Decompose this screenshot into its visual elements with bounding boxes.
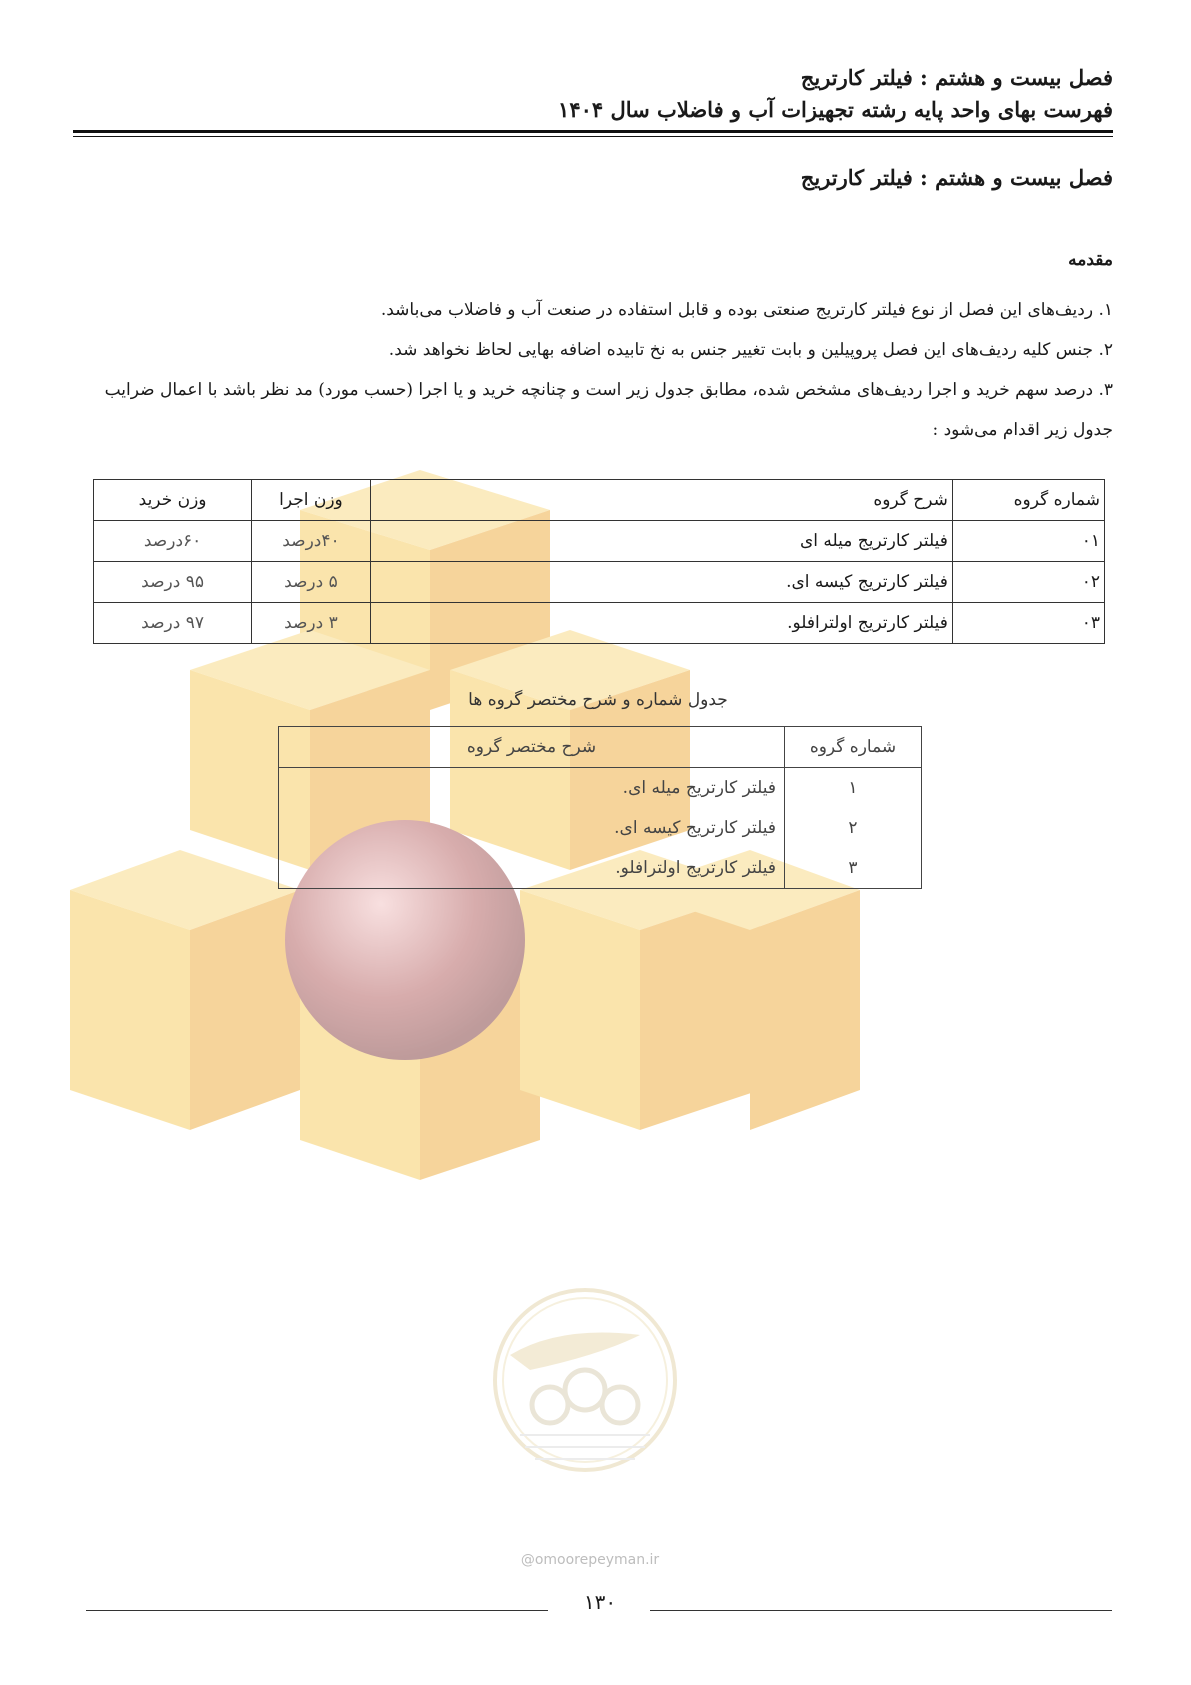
cell-execution-weight: ۵ درصد: [252, 562, 371, 603]
cell-group-description: فیلتر کارتریج کیسه ای.: [370, 562, 952, 603]
chapter-title: فصل بیست و هشتم : فیلتر کارتریج: [800, 165, 1113, 190]
header-execution-weight: وزن اجرا: [252, 480, 371, 521]
cell-purchase-weight: ۶۰درصد: [94, 521, 252, 562]
table-row: [94, 603, 1105, 644]
cell-purchase-weight: ۹۵ درصد: [94, 562, 252, 603]
cell-group-short-description: فیلتر کارتریج اولترافلو.: [279, 848, 785, 889]
paragraph-2: ۲. جنس کلیه ردیف‌های این فصل پروپیلین و بابت تغییر جنس به نخ تابیده اضافه بهایی لحاظ نخواهد شد.: [388, 340, 1113, 360]
table-row: [94, 562, 1105, 603]
cell-group-number: ۲: [785, 808, 922, 848]
table-row: [94, 521, 1105, 562]
header-group-number: شماره گروه: [952, 480, 1104, 521]
table-row: [279, 768, 922, 809]
paragraph-3: ۳. درصد سهم خرید و اجرا ردیف‌های مشخص شده، مطابق جدول زیر است و چنانچه خرید و یا اجرا (حسب مورد) مد نظر باشد با اعمال ضرایب جدول زیر اقدام می‌شود :: [104, 380, 1113, 440]
footer-rule-right: [650, 1610, 1112, 1611]
watermark-url: @omoorepeyman.ir: [520, 1552, 660, 1568]
cell-group-short-description: فیلتر کارتریج کیسه ای.: [279, 808, 785, 848]
header-purchase-weight: وزن خرید: [94, 480, 252, 521]
running-header: [73, 62, 1113, 126]
table-row: [279, 848, 922, 889]
cell-group-number: ۰۱: [952, 521, 1104, 562]
intro-paragraphs: [83, 290, 1113, 450]
header-rule-thin: [73, 136, 1113, 137]
intro-heading: مقدمه: [1068, 250, 1113, 270]
footer-rule-left: [86, 1610, 548, 1611]
cell-purchase-weight: ۹۷ درصد: [94, 603, 252, 644]
group-table: [278, 726, 922, 889]
group-table-caption: جدول شماره و شرح مختصر گروه ها: [468, 690, 728, 710]
cell-group-description: فیلتر کارتریج میله ای: [370, 521, 952, 562]
header-group-description: شرح گروه: [370, 480, 952, 521]
cell-group-number: ۰۳: [952, 603, 1104, 644]
table-header-row: [94, 480, 1105, 521]
header-group-number: شماره گروه: [785, 727, 922, 768]
cell-group-short-description: فیلتر کارتریج میله ای.: [279, 768, 785, 809]
header-rule: [73, 130, 1113, 133]
cell-execution-weight: ۳ درصد: [252, 603, 371, 644]
cell-group-number: ۱: [785, 768, 922, 809]
cell-group-number: ۳: [785, 848, 922, 889]
cell-execution-weight: ۴۰درصد: [252, 521, 371, 562]
header-group-short-description: شرح مختصر گروه: [279, 727, 785, 768]
paragraph-1: ۱. ردیف‌های این فصل از نوع فیلتر کارتریج صنعتی بوده و قابل استفاده در صنعت آب و فاضلاب می‌باشد.: [380, 300, 1113, 320]
table-header-row: [279, 727, 922, 768]
table-row: [279, 808, 922, 848]
page-number: ۱۳۰: [583, 1590, 617, 1614]
header-chapter-line: فصل بیست و هشتم : فیلتر کارتریج: [800, 65, 1113, 90]
header-book-title: فهرست بهای واحد پایه رشته تجهیزات آب و فاضلاب سال ۱۴۰۴: [558, 97, 1113, 122]
cell-group-number: ۰۲: [952, 562, 1104, 603]
weights-table: [93, 479, 1105, 644]
cell-group-description: فیلتر کارتریج اولترافلو.: [370, 603, 952, 644]
